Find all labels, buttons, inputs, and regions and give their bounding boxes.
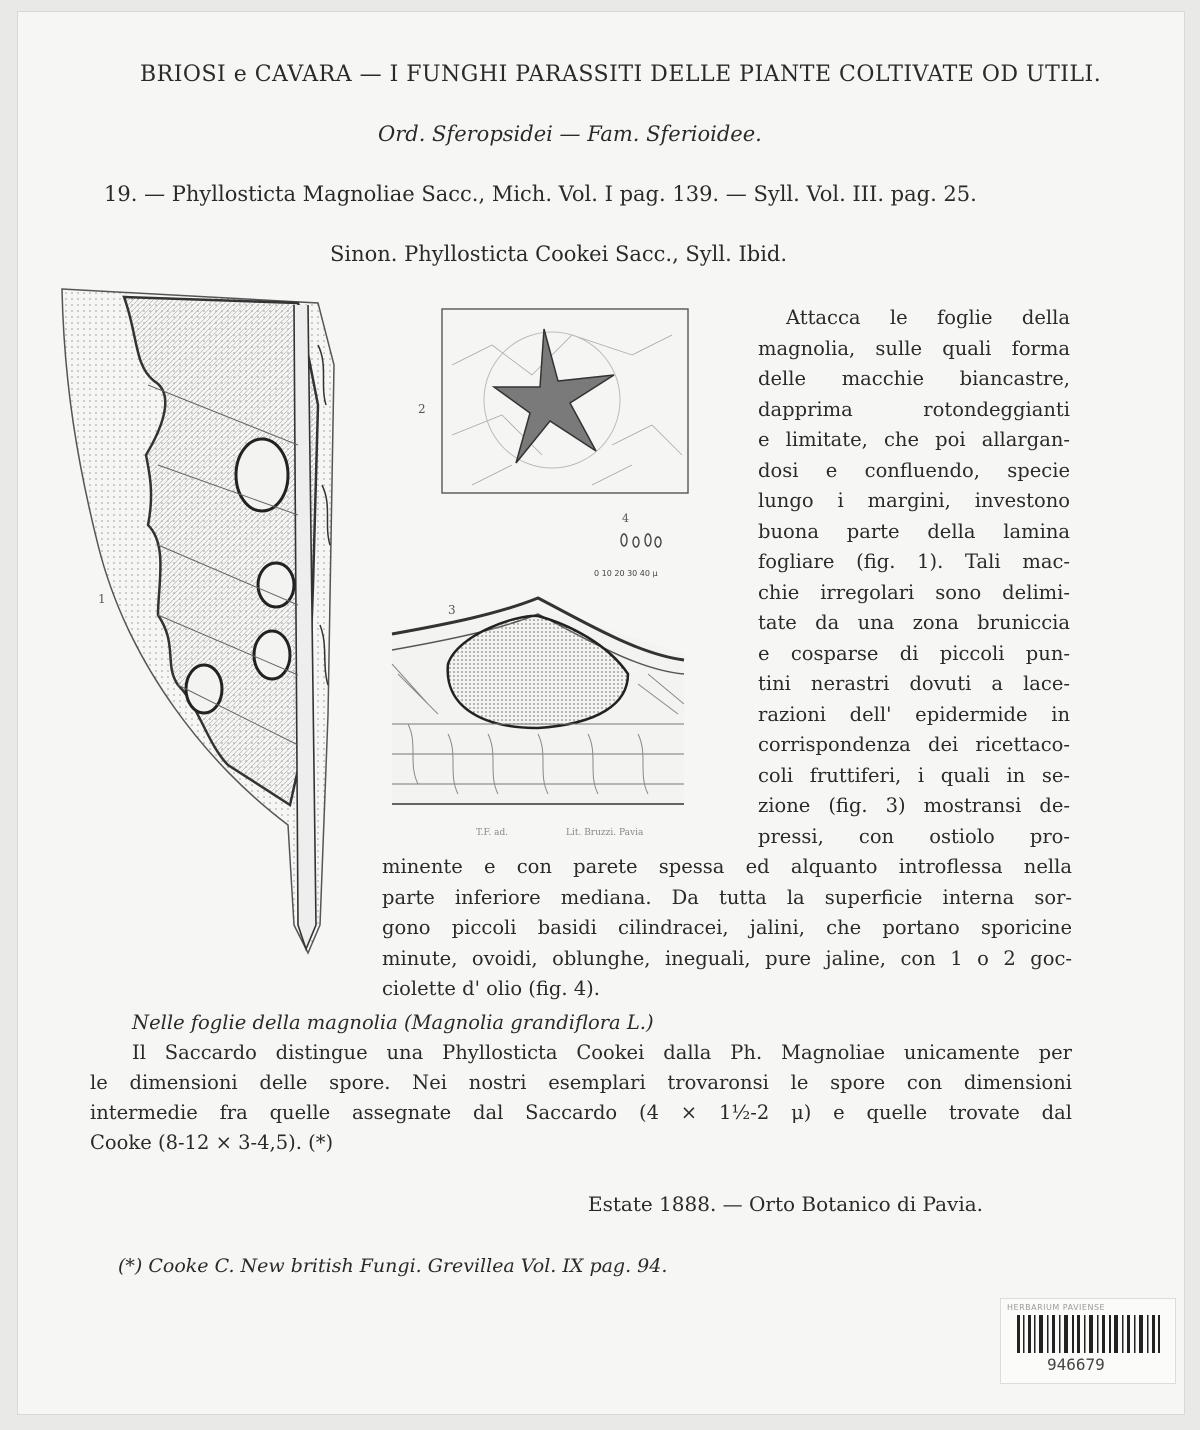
figure-3-label: 3 bbox=[448, 603, 456, 617]
text-line: e limitate, che poi allargan- bbox=[758, 428, 1070, 451]
collection-locality: Estate 1888. — Orto Botanico di Pavia. bbox=[588, 1192, 984, 1216]
text-line: razioni dell' epidermide in bbox=[758, 702, 1070, 726]
plate-caption-left: T.F. ad. bbox=[476, 828, 509, 838]
text-line: gono piccoli basidi cilindracei, jalini, che portano sporicine bbox=[382, 916, 1072, 939]
species-heading: 19. — Phyllosticta Magnoliae Sacc., Mich. Vol. I pag. 139. — Syll. Vol. III. pag. 25. bbox=[104, 182, 977, 206]
plate-caption-right: Lit. Bruzzi. Pavia bbox=[566, 828, 644, 838]
text-line: corrispondenza dei ricettaco- bbox=[758, 733, 1070, 756]
herbarium-barcode-label bbox=[1000, 1298, 1176, 1384]
figure-2-label: 2 bbox=[418, 402, 426, 416]
barcode-icon bbox=[1017, 1315, 1161, 1353]
synonym-line: Sinon. Phyllosticta Cookei Sacc., Syll. Ibid. bbox=[330, 242, 788, 266]
text-line: magnolia, sulle quali forma bbox=[758, 336, 1070, 360]
text-line: coli fruttiferi, i quali in se- bbox=[758, 763, 1070, 787]
spore-scale-figure bbox=[590, 510, 710, 582]
herbarium-name: HERBARIUM PAVIENSE bbox=[1007, 1303, 1106, 1312]
leaf-illustration bbox=[58, 285, 348, 975]
footnote: (*) Cooke C. New british Fungi. Grevillea Vol. IX pag. 94. bbox=[118, 1255, 668, 1277]
series-header: BRIOSI e CAVARA — I FUNGHI PARASSITI DELLE PIANTE COLTIVATE OD UTILI. bbox=[140, 62, 1102, 87]
text-line: parte inferiore mediana. Da tutta la superficie interna sor- bbox=[382, 885, 1072, 909]
text-line: Attacca le foglie della bbox=[786, 306, 1070, 329]
text-line: minute, ovoidi, oblunghe, ineguali, pure jaline, con 1 o 2 goc- bbox=[382, 946, 1072, 970]
text-line: lungo i margini, investono bbox=[758, 489, 1070, 512]
remark-line: Il Saccardo distingue una Phyllosticta Cookei dalla Ph. Magnoliae unicamente per bbox=[132, 1041, 1072, 1064]
text-line: tate da una zona bruniccia bbox=[758, 611, 1070, 634]
text-line: buona parte della lamina bbox=[758, 519, 1070, 543]
text-line: chie irregolari sono delimi- bbox=[758, 580, 1070, 604]
remark-line: Cooke (8-12 × 3-4,5). (*) bbox=[90, 1131, 334, 1154]
text-line: minente e con parete spessa ed alquanto introflessa nella bbox=[382, 855, 1072, 878]
taxonomic-order: Ord. Sferopsidei — Fam. Sferioidee. bbox=[378, 122, 762, 146]
text-line: zione (fig. 3) mostransi de- bbox=[758, 794, 1070, 817]
figure-1-label: 1 bbox=[98, 592, 106, 606]
description-continued bbox=[382, 852, 1072, 1005]
star-spot-figure bbox=[412, 305, 692, 497]
text-line: dosi e confluendo, specie bbox=[758, 458, 1070, 482]
figure-4-label: 4 bbox=[622, 512, 629, 525]
habitat-line: Nelle foglie della magnolia (Magnolia grandiflora L.) bbox=[132, 1011, 654, 1034]
remark-line: intermedie fra quelle assegnate dal Saccardo (4 × 1½-2 μ) e quelle trovate dal bbox=[90, 1101, 1072, 1124]
description-column bbox=[758, 303, 1070, 852]
remark-line: le dimensioni delle spore. Nei nostri esemplari trovaronsi le spore con dimensioni bbox=[90, 1071, 1072, 1094]
text-line: pressi, con ostiolo pro- bbox=[758, 824, 1070, 848]
text-line: fogliare (fig. 1). Tali mac- bbox=[758, 550, 1070, 573]
text-line: e cosparse di piccoli pun- bbox=[758, 641, 1070, 665]
habitat-and-remarks bbox=[90, 1008, 1072, 1158]
pycnidium-section-figure bbox=[388, 594, 688, 818]
text-line: dapprima rotondeggianti bbox=[758, 397, 1070, 421]
text-line: ciolette d' olio (fig. 4). bbox=[382, 977, 600, 1000]
scale-bar-label: 0 10 20 30 40 μ bbox=[594, 569, 658, 578]
text-line: tini nerastri dovuti a lace- bbox=[758, 672, 1070, 695]
text-line: delle macchie biancastre, bbox=[758, 367, 1070, 390]
barcode-number: 946679 bbox=[1047, 1355, 1105, 1374]
